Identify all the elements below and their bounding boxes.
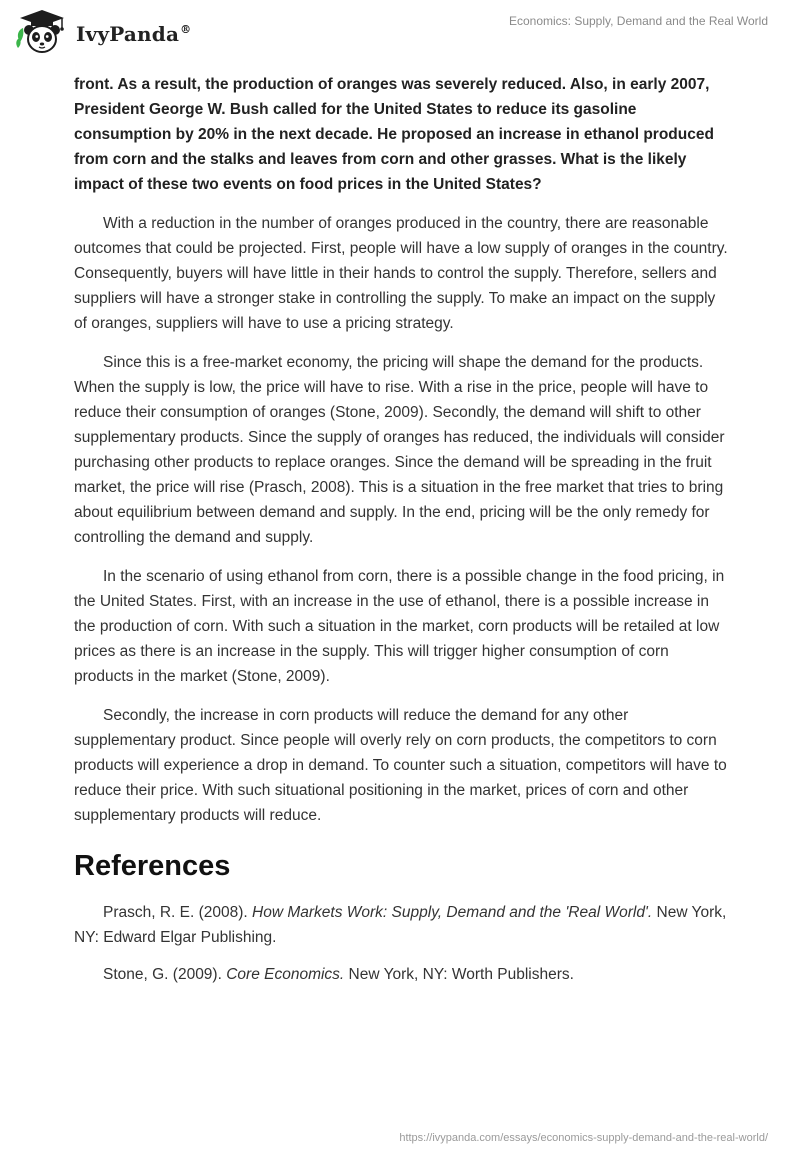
reference-title: How Markets Work: Supply, Demand and the 'Real World'. — [252, 904, 653, 921]
essay-content — [74, 72, 730, 999]
reference-title: Core Economics. — [226, 966, 345, 983]
page-header — [0, 0, 800, 64]
reference-item — [74, 962, 730, 987]
paragraph-1: With a reduction in the number of oranges produced in the country, there are reasonable outcomes that could be projected. First, people will have a low supply of oranges in the country. Consequently, buyers will have little in their hands to control the supply. Therefore, sellers and suppliers will have a stronger stake in controlling the supply. To make an impact on the supply of oranges, suppliers will have to use a pricing strategy. — [74, 215, 728, 332]
brand-name: IvyPanda® — [76, 22, 192, 46]
reference-publisher: New York, NY: Edward Elgar Publishing. — [74, 904, 727, 946]
ivypanda-logo[interactable] — [14, 8, 191, 56]
panda-graduate-icon — [14, 8, 70, 56]
paragraph-4: Secondly, the increase in corn products will reduce the demand for any other supplementary product. Since people will overly rely on corn products, the competitors to corn products will experience a drop in demand. To counter such a situation, competitors will have to reduce their price. With such situational positioning in the market, prices of corn and other supplementary products will reduce. — [74, 707, 727, 824]
paragraph-3: In the scenario of using ethanol from corn, there is a possible change in the food pricing, in the United States. First, with an increase in the use of ethanol, there is a possible increase in the production of corn. With such a situation in the market, corn products will be retailed at low prices as there is an increase in the supply. This will trigger higher consumption of corn products in the market (Stone, 2009). — [74, 568, 725, 685]
question-text: front. As a result, the production of oranges was severely reduced. Also, in early 2007, President George W. Bush called for the United States to reduce its gasoline consumption by 20% in the next decade. He proposed an increase in ethanol produced from corn and the stalks and leaves from corn and other grasses. What is the likely impact of these two events on food prices in the United States? — [74, 76, 714, 193]
reference-author: Stone, G. (2009). — [103, 966, 227, 983]
reference-publisher: New York, NY: Worth Publishers. — [344, 966, 574, 983]
paragraph-2: Since this is a free-market economy, the pricing will shape the demand for the products. When the supply is low, the price will have to rise. With a rise in the price, people will have to reduce their consumption of oranges (Stone, 2009). Secondly, the demand will shift to other supplementary products. Since the supply of oranges has reduced, the individuals will consider purchasing other products to replace oranges. Since the demand will be spreading in the fruit market, the price will rise (Prasch, 2008). This is a situation in the free market that tries to bring about equilibrium between demand and supply. In the end, pricing will be the only remedy for controlling the demand and supply. — [74, 354, 725, 546]
reference-item — [74, 900, 730, 950]
source-url[interactable]: https://ivypanda.com/essays/economics-supply-demand-and-the-real-world/ — [399, 1132, 768, 1144]
document-title: Economics: Supply, Demand and the Real World — [508, 14, 768, 28]
references-heading: References — [74, 850, 231, 882]
reference-author: Prasch, R. E. (2008). — [103, 904, 253, 921]
